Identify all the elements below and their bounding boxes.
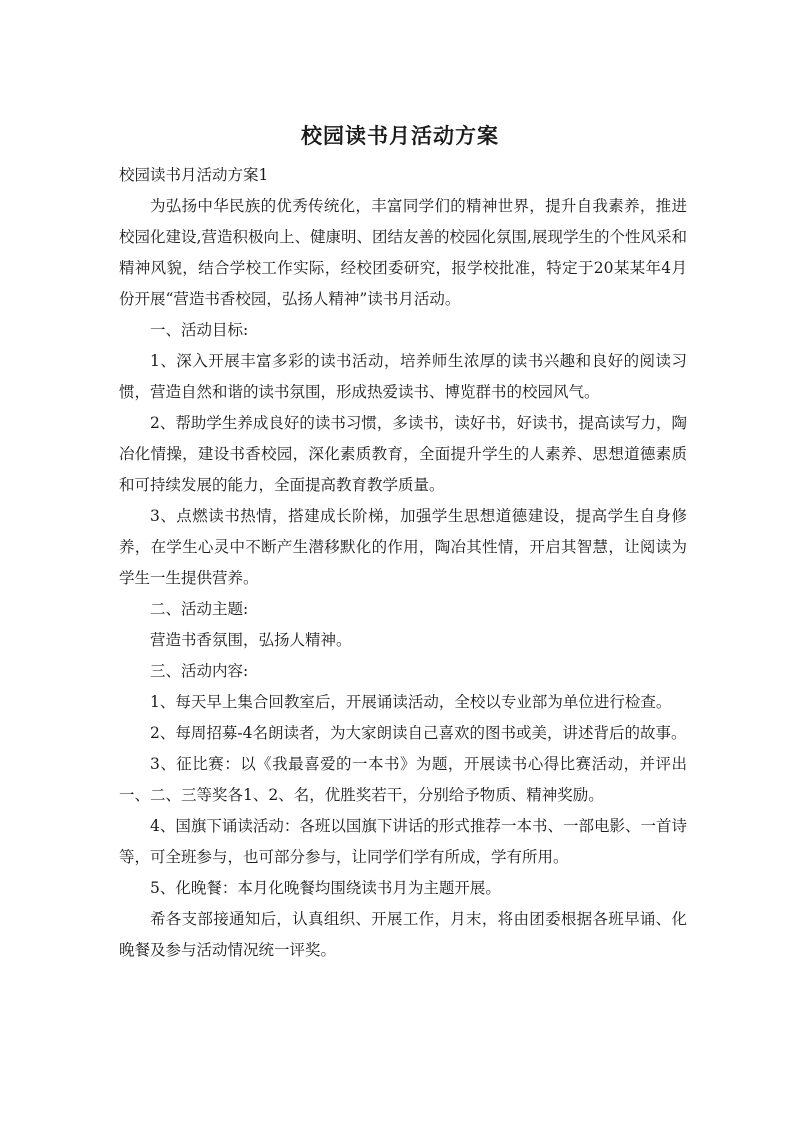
content-item-3: 3、征比赛：以《我最喜爱的一本书》为题，开展读书心得比赛活动，并评出一、二、三等奖各1、2、名，优胜奖若干，分别给予物质、精神奖励。 bbox=[119, 755, 687, 804]
section-subtitle: 校园读书月活动方案1 bbox=[119, 166, 269, 184]
theme-text: 营造书香氛围，弘扬人精神。 bbox=[150, 631, 352, 649]
content-item-2: 2、每周招募-4名朗读者，为大家朗读自己喜欢的图书或美，讲述背后的故事。 bbox=[150, 724, 687, 742]
heading-theme: 二、活动主题: bbox=[150, 600, 249, 618]
content-item-5: 5、化晚餐：本月化晚餐均围绕读书月为主题开展。 bbox=[150, 879, 501, 897]
document-body bbox=[119, 160, 687, 966]
content-item-1: 1、每天早上集合回教室后，开展诵读活动，全校以专业部为单位进行检查。 bbox=[150, 693, 672, 711]
goal-item-2: 2、帮助学生养成良好的读书习惯，多读书，读好书，好读书，提高读写力，陶冶化情操，建设书香校园，深化素质教育，全面提升学生的人素养、思想道德素质和可持续发展的能力，全面提高教育教学质量。 bbox=[119, 414, 687, 494]
heading-content: 三、活动内容: bbox=[150, 662, 249, 680]
goal-item-1: 1、深入开展丰富多彩的读书活动，培养师生浓厚的读书兴趣和良好的阅读习惯，营造自然和谐的读书氛围，形成热爱读书、博览群书的校园风气。 bbox=[119, 352, 687, 401]
heading-goals: 一、活动目标: bbox=[150, 321, 249, 339]
document-title: 校园读书月活动方案 bbox=[301, 124, 499, 148]
content-item-4: 4、国旗下诵读活动：各班以国旗下讲话的形式推荐一本书、一部电影、一首诗等，可全班参与，也可部分参与，让同学们学有所成，学有所用。 bbox=[119, 817, 687, 866]
goal-item-3: 3、点燃读书热情，搭建成长阶梯，加强学生思想道德建设，提高学生自身修养，在学生心灵中不断产生潜移默化的作用，陶冶其性情，开启其智慧，让阅读为学生一生提供营养。 bbox=[119, 507, 687, 587]
closing-paragraph: 希各支部接通知后，认真组织、开展工作，月末，将由团委根据各班早诵、化晚餐及参与活动情况统一评奖。 bbox=[119, 910, 687, 959]
intro-paragraph: 为弘扬中华民族的优秀传统化，丰富同学们的精神世界，提升自我素养，推进校园化建设,营造积极向上、健康明、团结友善的校园化氛围,展现学生的个性风采和精神风貌，结合学校工作实际，经校团委研究，报学校批准，特定于20某某年4月份开展“营造书香校园，弘扬人精神”读书月活动。 bbox=[119, 197, 687, 308]
